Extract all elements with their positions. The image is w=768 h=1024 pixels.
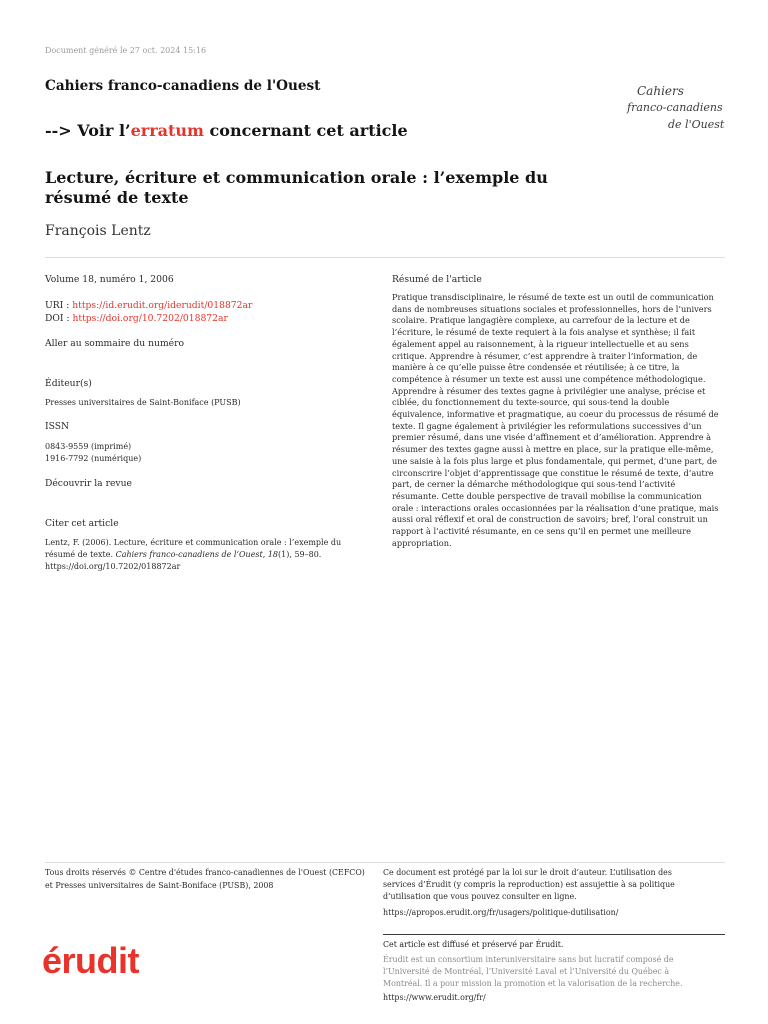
abstract-line: une saisie à la fois plus large et plus fondamentale, qui permet, d’une part, de: [392, 455, 718, 466]
publisher-heading: Éditeur(s): [45, 378, 92, 389]
abstract-line: équivalence, informative et pragmatique, au coeur du processus de résumé de: [392, 409, 719, 420]
issn-heading: ISSN: [45, 421, 70, 432]
journal-link[interactable]: Découvrir la revue: [45, 478, 132, 489]
erudit-website-link[interactable]: https://www.erudit.org/fr/: [383, 993, 486, 1002]
header-divider: [45, 257, 725, 258]
copyright-line: et Presses universitaires de Saint-Boniface (PUSB), 2008: [45, 880, 274, 890]
policy-link[interactable]: https://apropos.erudit.org/fr/usagers/politique-dutilisation/: [383, 908, 619, 917]
abstract-line: texte. Il gagne également à privilégier les reformulations successives d’un: [392, 420, 702, 431]
abstract-line: appropriation.: [392, 537, 452, 548]
usage-policy-notice: [383, 867, 675, 903]
citation-doi: https://doi.org/10.7202/018872ar: [45, 562, 181, 571]
volume-info: Volume 18, numéro 1, 2006: [45, 274, 174, 285]
journal-logo-line: Cahiers: [637, 84, 684, 98]
doi-link[interactable]: https://doi.org/10.7202/018872ar: [72, 313, 228, 324]
citation-pages: (1), 59–80.: [278, 550, 322, 559]
erratum-suffix: concernant cet article: [203, 121, 408, 140]
diffusion-notice: Cet article est diffusé et préservé par Érudit.: [383, 940, 564, 949]
doi-label: DOI :: [45, 313, 73, 324]
generated-date: Document généré le 27 oct. 2024 15:16: [45, 46, 207, 55]
citation-text: résumé de texte.: [45, 550, 116, 559]
citation: [45, 537, 341, 573]
citation-separator: ,: [262, 550, 268, 559]
journal-title: Cahiers franco-canadiens de l'Ouest: [45, 78, 321, 94]
abstract-line: compétence à résumer un texte est aussi une compétence méthodologique.: [392, 373, 706, 384]
uri-label: URI :: [45, 300, 73, 311]
abstract-line: rapport à l’activité résumante, en ce sens qu’il en permet une meilleure: [392, 526, 691, 537]
abstract-heading: Résumé de l'article: [392, 274, 482, 285]
journal-logo: [620, 78, 730, 136]
abstract-text: [392, 292, 719, 549]
cite-heading: Citer cet article: [45, 518, 119, 529]
citation-line: [45, 549, 341, 561]
issue-toc-link[interactable]: Aller au sommaire du numéro: [45, 338, 185, 349]
article-title: Lecture, écriture et communication orale : l’exemple du résumé de texte: [45, 168, 548, 207]
policy-line: services d’Érudit (y compris la reproduction) est assujettie à sa politique: [383, 880, 675, 889]
abstract-line: aussi oral réflexif et oral de construction de savoirs; bref, l’oral construit un: [392, 514, 708, 525]
abstract-line: premier résumé, dans une visée d’affinement et d’amélioration. Apprendre à: [392, 432, 712, 443]
publisher-name: Presses universitaires de Saint-Boniface (PUSB): [45, 398, 241, 407]
citation-line: Lentz, F. (2006). Lecture, écriture et communication orale : l’exemple du: [45, 538, 342, 547]
abstract-line: orale : interactions orales occasionnées par la réalisation d’une pratique, mais: [392, 502, 719, 513]
journal-logo-line: franco-canadiens: [627, 101, 723, 114]
uri-row: [45, 300, 252, 312]
footer-divider: [45, 862, 725, 863]
abstract-line: circonscrire l’objet d’apprentissage que constitue le résumé de texte, d’autre: [392, 467, 714, 478]
abstract-line: critique. Apprendre à résumer, c’est apprendre à traiter l’information, de: [392, 350, 698, 361]
article-author: François Lentz: [45, 223, 151, 239]
erudit-logo: érudit: [42, 940, 140, 981]
abstract-line: également appel au raisonnement, à la rigueur intellectuelle et au sens: [392, 338, 689, 349]
journal-logo-line: de l'Ouest: [668, 118, 725, 131]
abstract-line: résumante. Cette double perspective de travail mobilise la communication: [392, 490, 702, 501]
uri-link[interactable]: https://id.erudit.org/iderudit/018872ar: [72, 300, 253, 311]
abstract-line: ciblée, du fonctionnement du texte-source, qui sous-tend la double: [392, 397, 670, 408]
erudit-about: [383, 954, 682, 990]
erudit-divider: [383, 934, 725, 935]
citation-volume: 18: [267, 550, 279, 559]
erratum-prefix: --> Voir l’: [45, 121, 131, 140]
about-line: Montréal. Il a pour mission la promotion et la valorisation de la recherche.: [383, 979, 683, 988]
copyright-line: Tous droits réservés © Centre d'études franco-canadiennes de l'Ouest (CEFCO): [45, 868, 365, 877]
issn-print: 0843-9559 (imprimé): [45, 442, 132, 451]
abstract-line: Apprendre à résumer des textes gagne à privilégier une analyse, précise et: [392, 385, 706, 396]
abstract-line: résumer des textes gagne aussi à mettre en place, sur la pratique elle-même,: [392, 444, 714, 455]
abstract-line: l’écriture, le résumé de texte requiert à la fois analyse et synthèse; il fait: [392, 327, 696, 338]
policy-line: d’utilisation que vous pouvez consulter en ligne.: [383, 892, 577, 901]
about-line: Érudit est un consortium interuniversitaire sans but lucratif composé de: [383, 955, 674, 964]
abstract-line: manière à ce qu’elle puisse être condensée et réutilisée; à ce titre, la: [392, 362, 680, 373]
abstract-line: scolaire. Pratique langagière complexe, au carrefour de la lecture et de: [392, 315, 690, 326]
doi-row: [45, 313, 228, 325]
policy-line: Ce document est protégé par la loi sur le droit d’auteur. L’utilisation des: [383, 868, 672, 877]
erratum-notice: [45, 121, 408, 141]
citation-journal: Cahiers franco-canadiens de l’Ouest: [115, 550, 263, 559]
copyright-notice: [45, 867, 365, 892]
abstract-line: part, de cerner la démarche méthodologique qui sous-tend l’activité: [392, 479, 676, 490]
abstract-line: dans de nombreuses situations sociales et professionnelles, hors de l’univers: [392, 303, 712, 314]
erratum-link[interactable]: erratum: [130, 121, 204, 140]
issn-online: 1916-7792 (numérique): [45, 454, 142, 463]
about-line: l’Université de Montréal, l’Université Laval et l’Université du Québec à: [383, 967, 670, 976]
abstract-line: Pratique transdisciplinaire, le résumé de texte est un outil de communication: [392, 292, 714, 302]
